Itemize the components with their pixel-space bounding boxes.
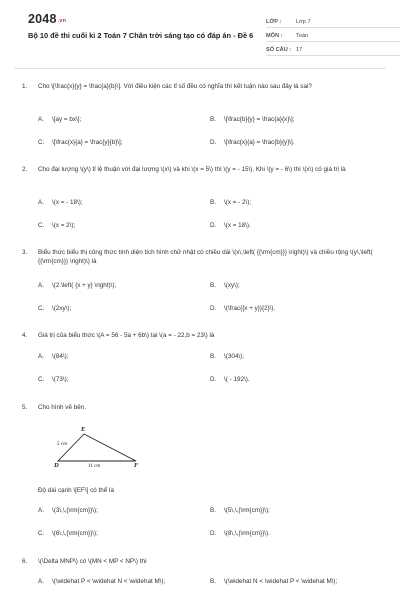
question-text: Cho hình vẽ bên. (38, 404, 86, 411)
vertex-f-label: F (134, 462, 139, 469)
header-divider (14, 68, 386, 69)
option-a[interactable]: A. \(3\,\,{\rm{cm}}\); (38, 507, 98, 514)
question-text: Giá trị của biểu thức \(A = 56 - 5a + 6b\) tại \(a = - 22,b = 23\) là (38, 332, 215, 339)
option-a[interactable]: A. \(\widehat P < \widehat N < \widehat M\); (38, 578, 166, 585)
meta-table (266, 14, 400, 56)
vertex-e-label: E (81, 426, 86, 433)
option-b[interactable]: B. \(x = - 2\); (210, 199, 252, 206)
option-b[interactable]: B. \(304\); (210, 353, 244, 360)
option-a[interactable]: A. \[ay = bx\]; (38, 116, 82, 123)
option-c[interactable]: C. \(x = 2\); (38, 222, 76, 229)
option-c[interactable]: C. \(73\); (38, 376, 69, 383)
site-logo[interactable]: 2048.vn (28, 12, 67, 26)
option-a[interactable]: A. \(x = - 18\); (38, 199, 83, 206)
option-d[interactable]: D. \(x = 18\). (210, 222, 251, 229)
question-text: Cho \[\frac{x}{y} = \frac{a}{b}\]. Với điều kiện các tỉ số đều có nghĩa thì kết luận nào sau đây là sai? (38, 83, 312, 90)
option-b[interactable]: B. \[\frac{b}{y} = \frac{a}{x}\]; (210, 116, 295, 123)
triangle-drawing (48, 425, 158, 475)
option-a[interactable]: A. \(84\); (38, 353, 69, 360)
option-b[interactable]: B. \(5\,\,{\rm{cm}}\); (210, 507, 270, 514)
option-b[interactable]: B. \(\widehat N < \widehat P < \widehat M\); (210, 578, 338, 585)
question-text: Biểu thức biểu thị công thức tính diện tích hình chữ nhật có chiều dài \(x\,\left( {{\rm{cm}}} \right)\) và chiều rộng \(y\,\left( {{\rm{cm}}} \right)\) là (38, 249, 373, 266)
meta-row-subject: MÔN : Toán (266, 28, 400, 42)
triangle-def (58, 434, 136, 461)
document-title: Bộ 10 đề thi cuối kì 2 Toán 7 Chân trời sáng tạo có đáp án - Đề 6 (28, 31, 254, 40)
option-d[interactable]: D. \(\frac{{x + y}}{2}\). (210, 305, 276, 312)
side-df-label: 11 cm (88, 463, 101, 469)
vertex-d-label: D (54, 462, 59, 469)
option-c[interactable]: C. \[\frac{x}{a} = \frac{y}{b}\]; (38, 139, 123, 146)
option-b[interactable]: B. \(xy\); (210, 282, 240, 289)
meta-row-count: SỐ CÂU : 17 (266, 42, 400, 56)
option-a[interactable]: A. \(2.\left( {x + y} \right)\); (38, 282, 117, 289)
option-d[interactable]: D. \(8\,\,{\rm{cm}}\). (210, 530, 270, 537)
logo-suffix: .vn (57, 18, 67, 24)
meta-row-grade: LỚP : Lớp 7 (266, 14, 400, 28)
side-de-label: 5 cm (57, 441, 67, 447)
triangle-figure (48, 425, 158, 475)
option-c[interactable]: C. \(2xy\); (38, 305, 72, 312)
question-text: \(\Delta MNP\) có \(MN < MP < NP\) thì (38, 558, 147, 565)
option-d[interactable]: D. \[\frac{x}{a} = \frac{b}{y}\]. (210, 139, 295, 146)
option-c[interactable]: C. \(6\,\,{\rm{cm}}\); (38, 530, 98, 537)
question-text: Cho đại lượng \(y\) tỉ lệ thuận với đại lượng \(x\) và khi \(x = 5\) thì \(y = - 15\). Khi \(y = - 6\) thì \(x\) có giá trị là (38, 166, 346, 173)
option-d[interactable]: D. \( - 192\). (210, 376, 250, 383)
exam-page: 2048.vn Bộ 10 đề thi cuối kì 2 Toán 7 Chân trời sáng tạo có đáp án - Đề 6 LỚP : Lớp 7 MÔN : Toán SỐ CÂU : 17 1. Cho \[\frac{x}{y} = \frac{a}{b}\]. Với điều kiện các tỉ số đều có nghĩa thì kết luận nào sau đây là sai? A. \[ay = bx\]; B. \[\frac{b}{y} = \frac{a}{x}\]; C. \[\frac{x}{a} = \frac{y}{b}\]; D. \[\frac{x}{a} = \frac{b}{y}\]. 2. Cho đại lượng \(y\) tỉ lệ thuận với đại lượng \(x\) và khi \(x = 5\) thì \(y = - 15\). Khi \(y = - 6\) thì \(x\) có giá trị là A. \(x = - 18\); B. \(x = - 2\); C. \(x = 2\); D. \(x = 18\). 3. Biểu thức biểu thị công thức tính diện tích hình chữ nhật có chiều dài \(x\,\left( {{\rm{cm}}} \right)\) và chiều rộng \(y\,\left( {{\rm{cm}}} \right)\) là A. \(2.\left( {x + y} \right)\); B. \(xy\); C. \(2xy\); D. \(\frac{{x + y}}{2}\). 4. Giá trị của biểu thức \(A = 56 - 5a + 6b\) tại \(a = - 22,b = 23\) là A. \(84\); B. \(304\); C. \(73\); D. \( - 192\). 5. Cho hình vẽ bên. E D F 5 cm 11 cm Độ dài cạnh \[EF\] có thể là A. \(3\,\,{\rm{cm}}\); B. \(5\,\,{\rm{cm}}\); C. \(6\,\,{\rm{cm}}\); D. \(8\,\,{\rm{cm}}\). 6. \(\Delta MNP\) có \(MN < MP < NP\) thì A. \(\widehat P < \widehat N < \widehat M\); B. \(\widehat N < \widehat P < \widehat M\); (0, 0, 400, 600)
page-header (14, 0, 386, 60)
